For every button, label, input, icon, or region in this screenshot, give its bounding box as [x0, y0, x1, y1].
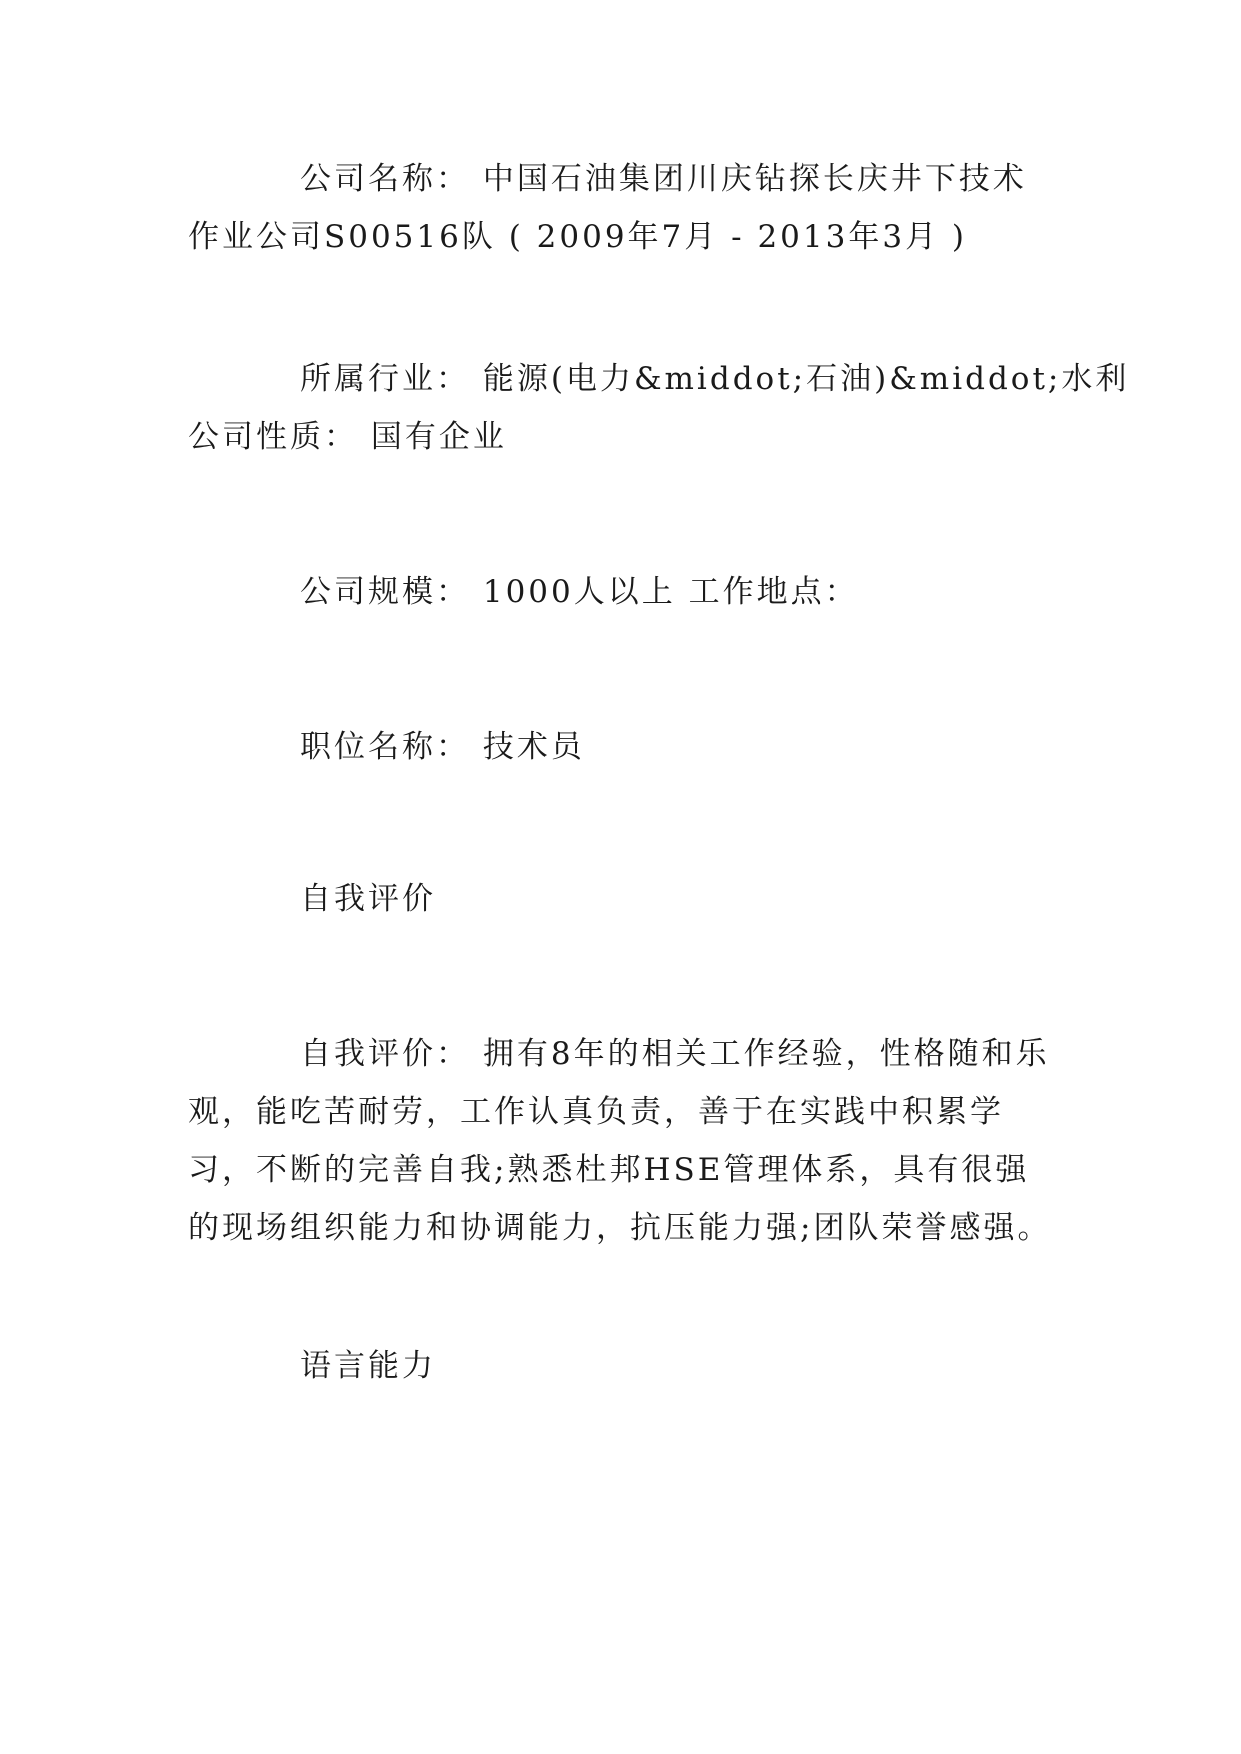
company-nature-line: 公司性质： 国有企业 — [188, 419, 507, 455]
industry-line: 所属行业： 能源(电力&middot;石油)&middot;水利 — [300, 361, 1130, 397]
company-scale-line: 公司规模： 1000人以上 工作地点： — [300, 574, 859, 610]
position-title-line: 职位名称： 技术员 — [300, 729, 585, 765]
self-evaluation-heading: 自我评价 — [300, 881, 436, 917]
self-evaluation-text: 自我评价： 拥有8年的相关工作经验，性格随和乐观，能吃苦耐劳，工作认真负责，善于在实践中积累学习，不断的完善自我;熟悉杜邦HSE管理体系，具有很强的现场组织能力和协调能力，抗压能力强;团队荣誉感强。 — [188, 1036, 1052, 1246]
company-name-line: 公司名称： 中国石油集团川庆钻探长庆井下技术作业公司S00516队 ( 2009年7月 - 2013年3月 ) — [188, 161, 1027, 255]
language-ability-heading: 语言能力 — [300, 1348, 436, 1384]
